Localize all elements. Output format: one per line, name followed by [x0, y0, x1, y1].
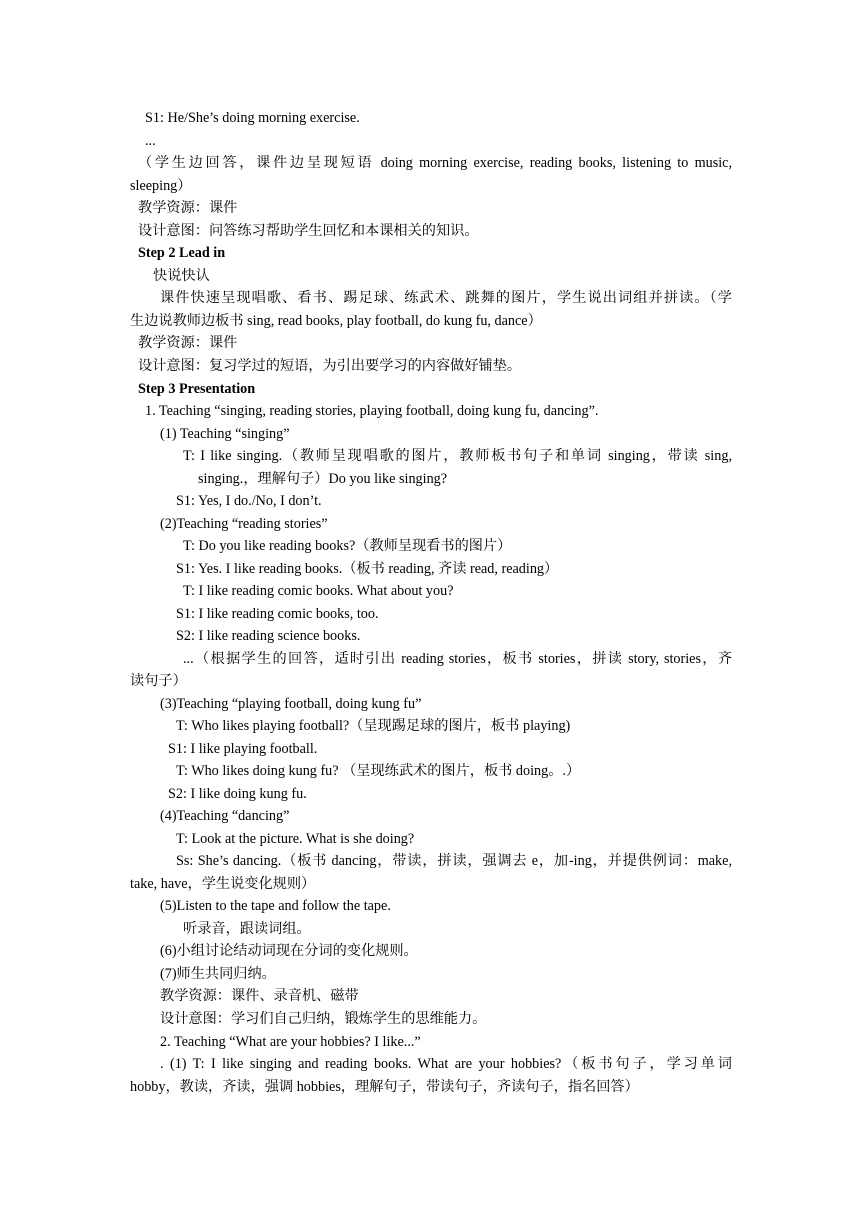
text-line: take, have，学生说变化规则）: [130, 876, 316, 892]
text-line: 教学资源：课件: [138, 200, 238, 216]
text-line: 设计意图：学习们自己归纳，锻炼学生的思维能力。: [160, 1011, 487, 1027]
text-line: （学生边回答，课件边呈现短语 doing morning exercise, reading books, listening to music,: [138, 155, 732, 171]
text-line: (3)Teaching “playing football, doing kung fu”: [160, 696, 422, 712]
text-line: 快说快认: [153, 268, 210, 284]
text-line: ...: [145, 133, 156, 149]
text-line: singing.，理解句子）Do you like singing?: [198, 471, 448, 487]
text-line: T: Look at the picture. What is she doing?: [176, 831, 415, 847]
text-line: S1: Yes. I like reading books.（板书 reading, 齐读 read, reading）: [176, 561, 559, 577]
text-line: 设计意图：问答练习帮助学生回忆和本课相关的知识。: [138, 223, 479, 239]
text-line: T: Do you like reading books?（教师呈现看书的图片）: [183, 538, 512, 554]
text-line: (4)Teaching “dancing”: [160, 808, 290, 824]
text-line: sleeping）: [130, 178, 192, 194]
text-line: S1: I like reading comic books, too.: [176, 606, 379, 622]
section-heading: Step 2 Lead in: [138, 245, 226, 261]
text-line: hobby，教读，齐读，强调 hobbies，理解句子，带读句子，齐读句子，指名回答）: [130, 1079, 639, 1095]
text-line: ...（根据学生的回答，适时引出 reading stories，板书 stories，拼读 story, stories，齐: [183, 651, 732, 667]
text-line: (2)Teaching “reading stories”: [160, 516, 328, 532]
text-line: S1: I like playing football.: [168, 741, 318, 757]
text-line: 听录音，跟读词组。: [183, 921, 311, 937]
text-line: Ss: She’s dancing.（板书 dancing，带读，拼读，强调去 e，加-ing，并提供例词：make,: [176, 853, 732, 869]
text-line: (5)Listen to the tape and follow the tape.: [160, 898, 391, 914]
text-line: (1) Teaching “singing”: [160, 426, 290, 442]
text-line: 1. Teaching “singing, reading stories, playing football, doing kung fu, dancing”.: [145, 403, 599, 419]
text-line: 2. Teaching “What are your hobbies? I like...”: [160, 1034, 421, 1050]
text-line: T: I like singing.（教师呈现唱歌的图片，教师板书句子和单词 singing，带读 sing,: [183, 448, 732, 464]
text-line: T: I like reading comic books. What about you?: [183, 583, 454, 599]
text-line: S1: He/She’s doing morning exercise.: [145, 110, 360, 126]
text-line: 读句子）: [130, 673, 187, 689]
text-line: T: Who likes playing football?（呈现踢足球的图片，板书 playing): [176, 718, 571, 734]
text-line: (7)师生共同归纳。: [160, 966, 276, 982]
section-heading: Step 3 Presentation: [138, 381, 256, 397]
text-line: S2: I like doing kung fu.: [168, 786, 307, 802]
text-line: 教学资源：课件、录音机、磁带: [160, 988, 359, 1004]
text-line: (6)小组讨论结动词现在分词的变化规则。: [160, 943, 418, 959]
text-line: 课件快速呈现唱歌、看书、踢足球、练武术、跳舞的图片，学生说出词组并拼读。（学: [160, 290, 732, 306]
text-line: . (1) T: I like singing and reading books. What are your hobbies?（板书句子，学习单词: [160, 1056, 732, 1072]
text-line: S2: I like reading science books.: [176, 628, 361, 644]
text-line: T: Who likes doing kung fu? （呈现练武术的图片，板书 doing。.）: [176, 763, 581, 779]
text-line: 生边说教师边板书 sing, read books, play football, do kung fu, dance）: [130, 313, 542, 329]
text-line: S1: Yes, I do./No, I don’t.: [176, 493, 322, 509]
text-line: 教学资源：课件: [138, 335, 238, 351]
text-line: 设计意图：复习学过的短语，为引出要学习的内容做好铺垫。: [138, 358, 522, 374]
